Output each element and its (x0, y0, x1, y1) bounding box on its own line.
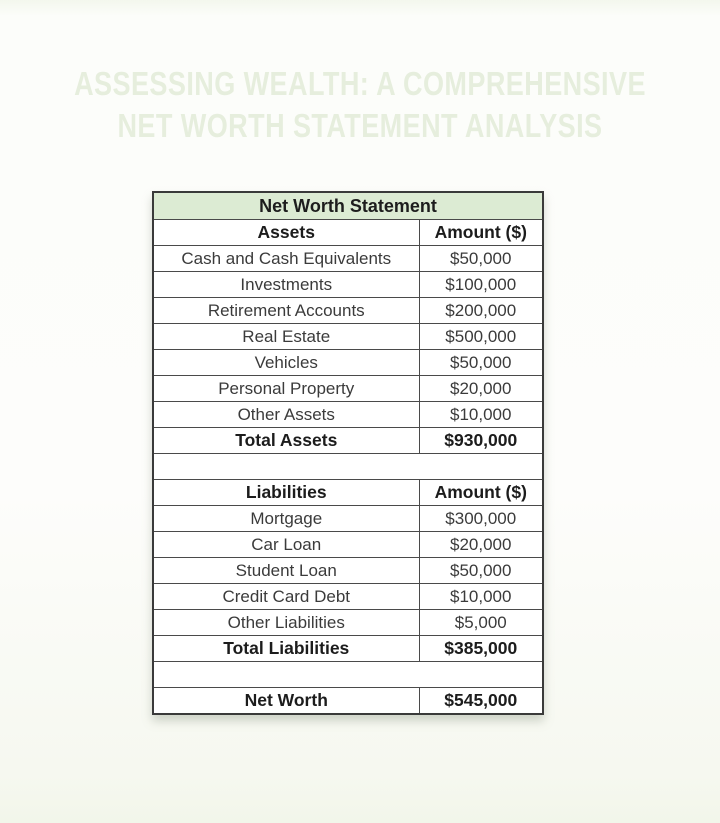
net-worth-row (153, 688, 543, 715)
table-row (153, 506, 543, 532)
row-label: Mortgage (153, 506, 419, 532)
row-label: Other Liabilities (153, 610, 419, 636)
row-amount: $200,000 (419, 298, 543, 324)
row-amount: $300,000 (419, 506, 543, 532)
table-row (153, 272, 543, 298)
row-amount: $10,000 (419, 584, 543, 610)
row-label: Cash and Cash Equivalents (153, 246, 419, 272)
table-title: Net Worth Statement (153, 192, 543, 220)
row-amount: $20,000 (419, 532, 543, 558)
assets-header: Assets (153, 220, 419, 246)
table-row (153, 610, 543, 636)
table-row (153, 558, 543, 584)
row-label: Car Loan (153, 532, 419, 558)
net-worth-table (152, 191, 544, 715)
liabilities-header: Liabilities (153, 480, 419, 506)
row-label: Credit Card Debt (153, 584, 419, 610)
row-amount: $50,000 (419, 558, 543, 584)
net-worth-amount: $545,000 (419, 688, 543, 715)
row-amount: $10,000 (419, 402, 543, 428)
row-amount: $50,000 (419, 246, 543, 272)
table-row (153, 402, 543, 428)
row-amount: $50,000 (419, 350, 543, 376)
assets-header-row (153, 220, 543, 246)
row-label: Other Assets (153, 402, 419, 428)
table-row (153, 376, 543, 402)
spacer-row (153, 454, 543, 480)
total-liabilities-label: Total Liabilities (153, 636, 419, 662)
row-label: Personal Property (153, 376, 419, 402)
table-row (153, 298, 543, 324)
table-row (153, 246, 543, 272)
row-label: Student Loan (153, 558, 419, 584)
page-title-line-1: ASSESSING WEALTH: A COMPREHENSIVE (74, 65, 646, 102)
total-assets-label: Total Assets (153, 428, 419, 454)
page-title-line-2: NET WORTH STATEMENT ANALYSIS (117, 107, 603, 144)
spacer-cell (153, 454, 543, 480)
row-label: Vehicles (153, 350, 419, 376)
liabilities-header-row (153, 480, 543, 506)
total-liabilities-amount: $385,000 (419, 636, 543, 662)
row-amount: $100,000 (419, 272, 543, 298)
net-worth-label: Net Worth (153, 688, 419, 715)
row-label: Investments (153, 272, 419, 298)
table-title-row (153, 192, 543, 220)
row-label: Real Estate (153, 324, 419, 350)
liabilities-amount-header: Amount ($) (419, 480, 543, 506)
spacer-row (153, 662, 543, 688)
table-row (153, 584, 543, 610)
table-row (153, 350, 543, 376)
net-worth-statement-table (152, 191, 544, 715)
row-amount: $5,000 (419, 610, 543, 636)
row-amount: $20,000 (419, 376, 543, 402)
total-liabilities-row (153, 636, 543, 662)
assets-amount-header: Amount ($) (419, 220, 543, 246)
spacer-cell (153, 662, 543, 688)
table-row (153, 532, 543, 558)
page-title (65, 63, 655, 147)
total-assets-amount: $930,000 (419, 428, 543, 454)
table-row (153, 324, 543, 350)
row-amount: $500,000 (419, 324, 543, 350)
total-assets-row (153, 428, 543, 454)
row-label: Retirement Accounts (153, 298, 419, 324)
